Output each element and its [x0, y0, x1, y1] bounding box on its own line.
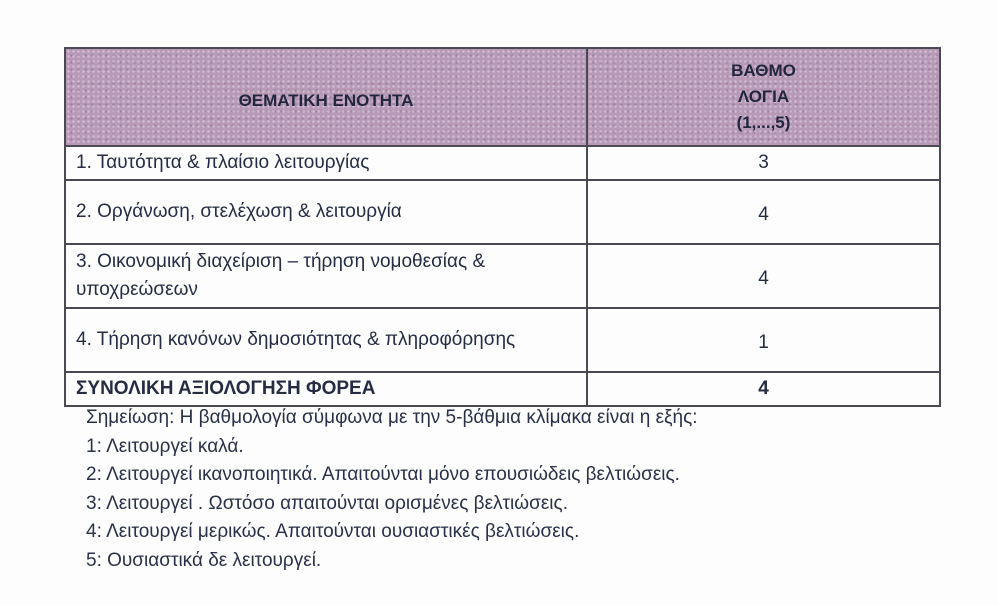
- notes-intro: Σημείωση: Η βαθμολογία σύμφωνα με την 5-βάθμια κλίμακα είναι η εξής:: [86, 407, 698, 428]
- scale-item-4: 4: Λειτουργεί μερικώς. Απαιτούνται ουσιαστικές βελτιώσεις.: [86, 521, 580, 543]
- scale-item-5: 5: Ουσιαστικά δε λειτουργεί.: [86, 549, 322, 571]
- total-score: 4: [587, 372, 940, 406]
- row-score: 4: [587, 244, 940, 308]
- scale-item-3: 3: Λειτουργεί . Ωστόσο απαιτούνται ορισμένες βελτιώσεις.: [86, 492, 568, 514]
- header-score-line-2: ΛΟΓΙΑ: [737, 87, 790, 106]
- row-topic-text: 1. Ταυτότητα & πλαίσιο λειτουργίας: [76, 152, 370, 173]
- row-topic-text: 4. Τήρηση κανόνων δημοσιότητας & πληροφόρησης: [76, 329, 516, 350]
- table-row: [65, 146, 940, 180]
- row-score: 1: [587, 308, 940, 372]
- row-topic: [65, 180, 587, 244]
- header-topic: ΘΕΜΑΤΙΚΗ ΕΝΟΤΗΤΑ: [65, 48, 587, 146]
- header-score-line-3: (1,...,5): [736, 113, 791, 132]
- total-row: [65, 372, 940, 406]
- row-topic-text: 2. Οργάνωση, στελέχωση & λειτουργία: [76, 201, 402, 222]
- scale-notes: [86, 404, 698, 576]
- scale-item-2: 2: Λειτουργεί ικανοποιητικά. Απαιτούνται μόνο επουσιώδεις βελτιώσεις.: [86, 464, 680, 486]
- table-header-row: [65, 48, 940, 146]
- row-topic: [65, 244, 587, 308]
- row-topic: [65, 146, 587, 180]
- row-score: 3: [587, 146, 940, 180]
- table-row: [65, 308, 940, 372]
- table-row: [65, 180, 940, 244]
- row-topic: [65, 308, 587, 372]
- table-row: [65, 244, 940, 308]
- scale-item-1: 1: Λειτουργεί καλά.: [86, 435, 244, 457]
- header-score-line-1: ΒΑΘΜΟ: [731, 61, 796, 80]
- total-label: ΣΥΝΟΛΙΚΗ ΑΞΙΟΛΟΓΗΣΗ ΦΟΡΕΑ: [65, 372, 587, 406]
- evaluation-table: [64, 47, 941, 407]
- header-score: [587, 48, 940, 146]
- row-score: 4: [587, 180, 940, 244]
- row-topic-text: 3. Οικονομική διαχείριση – τήρηση νομοθεσίας & υποχρεώσεων: [76, 251, 486, 300]
